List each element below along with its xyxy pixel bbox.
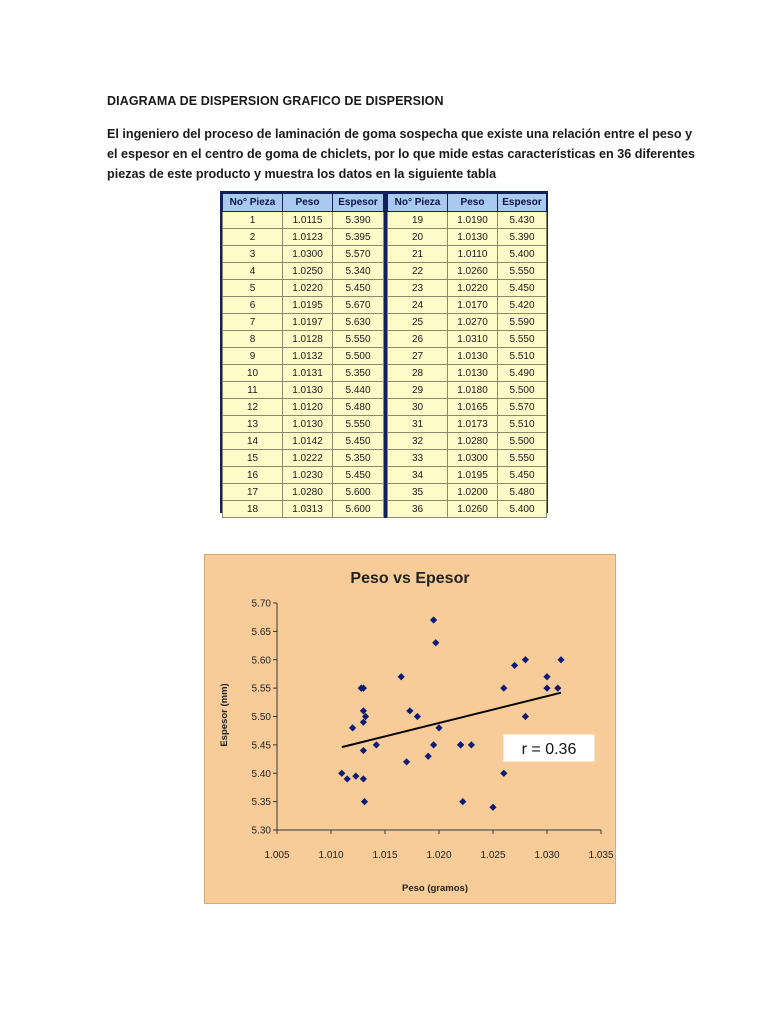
table-cell: 1.0280 [448, 433, 498, 450]
table-cell: 5.570 [333, 246, 384, 263]
table-cell: 5.480 [333, 399, 384, 416]
column-header: No° Pieza [388, 194, 448, 212]
table-row [223, 212, 547, 229]
table-cell: 24 [388, 297, 448, 314]
intro-line: piezas de este producto y muestra los datos en la siguiente tabla [107, 167, 497, 181]
table-cell: 5.510 [498, 416, 547, 433]
table-cell: 7 [223, 314, 283, 331]
x-tick-label: 1.020 [426, 850, 452, 861]
table-cell: 1.0270 [448, 314, 498, 331]
table-cell: 5.550 [498, 331, 547, 348]
table-row [223, 331, 547, 348]
data-point [500, 685, 507, 692]
data-point [543, 673, 550, 680]
table-cell: 1.0123 [283, 229, 333, 246]
table-cell: 1.0310 [448, 331, 498, 348]
table-row [223, 450, 547, 467]
data-point [432, 639, 439, 646]
table-cell: 1.0165 [448, 399, 498, 416]
table-cell: 27 [388, 348, 448, 365]
x-tick-label: 1.005 [264, 850, 290, 861]
table-cell: 5.390 [333, 212, 384, 229]
table-cell: 1.0130 [283, 382, 333, 399]
table-row [223, 467, 547, 484]
table-cell: 5.420 [498, 297, 547, 314]
table-cell: 5.390 [498, 229, 547, 246]
x-axis-label: Peso (gramos) [402, 883, 468, 894]
table-cell: 5.450 [333, 467, 384, 484]
table-cell: 5.590 [498, 314, 547, 331]
table-cell: 1.0260 [448, 263, 498, 280]
table-cell: 1.0230 [283, 467, 333, 484]
table-cell: 3 [223, 246, 283, 263]
data-point [352, 772, 359, 779]
table-cell: 1.0200 [448, 484, 498, 501]
table-cell: 36 [388, 501, 448, 518]
table-row [223, 246, 547, 263]
y-tick-label: 5.65 [251, 626, 271, 638]
table-cell: 30 [388, 399, 448, 416]
table-row [223, 501, 547, 518]
y-tick-label: 5.30 [251, 825, 271, 837]
data-point [522, 656, 529, 663]
table-cell: 1.0132 [283, 348, 333, 365]
table-cell: 1.0220 [283, 280, 333, 297]
table-cell: 5.395 [333, 229, 384, 246]
table-cell: 1.0180 [448, 382, 498, 399]
table-cell: 21 [388, 246, 448, 263]
column-header: Peso [448, 194, 498, 212]
table-cell: 26 [388, 331, 448, 348]
table-cell: 5.350 [333, 450, 384, 467]
table-cell: 5.440 [333, 382, 384, 399]
table-cell: 1.0130 [448, 229, 498, 246]
table-row [223, 314, 547, 331]
intro-line: el espesor en el centro de goma de chiclets, por lo que mide estas características en 36 diferentes [107, 147, 695, 161]
table-cell: 19 [388, 212, 448, 229]
table-cell: 5.550 [498, 263, 547, 280]
table-cell: 5.630 [333, 314, 384, 331]
table-row [223, 399, 547, 416]
data-point [338, 770, 345, 777]
document-heading: DIAGRAMA DE DISPERSION GRAFICO DE DISPERSION [107, 94, 444, 108]
table-cell: 18 [223, 501, 283, 518]
table-cell: 1.0195 [448, 467, 498, 484]
table-cell: 5.340 [333, 263, 384, 280]
table-cell: 1.0120 [283, 399, 333, 416]
table-cell: 5.450 [333, 280, 384, 297]
table-cell: 10 [223, 365, 283, 382]
table-cell: 1.0260 [448, 501, 498, 518]
table-cell: 1.0130 [283, 416, 333, 433]
table-row [223, 297, 547, 314]
table-cell: 1.0173 [448, 416, 498, 433]
table-cell: 31 [388, 416, 448, 433]
table-cell: 25 [388, 314, 448, 331]
y-tick-label: 5.35 [251, 797, 271, 809]
table-cell: 5.510 [498, 348, 547, 365]
table-cell: 14 [223, 433, 283, 450]
table-row [223, 348, 547, 365]
table-cell: 1.0190 [448, 212, 498, 229]
table-cell: 1.0313 [283, 501, 333, 518]
table-row [223, 484, 547, 501]
table-cell: 5.480 [498, 484, 547, 501]
table-cell: 5.550 [333, 416, 384, 433]
table-cell: 1.0197 [283, 314, 333, 331]
table-row [223, 382, 547, 399]
y-tick-label: 5.60 [251, 655, 271, 667]
x-tick-label: 1.015 [372, 850, 398, 861]
table-cell: 5.450 [498, 467, 547, 484]
data-point [406, 707, 413, 714]
table-cell: 5.600 [333, 501, 384, 518]
table-cell: 32 [388, 433, 448, 450]
x-tick-label: 1.010 [318, 850, 344, 861]
data-point [468, 741, 475, 748]
table-cell: 5.500 [498, 433, 547, 450]
table-cell: 5.600 [333, 484, 384, 501]
table-cell: 17 [223, 484, 283, 501]
table-cell: 1.0130 [448, 348, 498, 365]
table-cell: 1.0300 [283, 246, 333, 263]
table-cell: 5.450 [333, 433, 384, 450]
correlation-annotation: r = 0.36 [521, 741, 577, 758]
table-cell: 5.500 [333, 348, 384, 365]
y-tick-label: 5.40 [251, 768, 271, 780]
table-cell: 1.0220 [448, 280, 498, 297]
data-point [430, 616, 437, 623]
table-cell: 1.0110 [448, 246, 498, 263]
table-cell: 1.0131 [283, 365, 333, 382]
table-cell: 5.490 [498, 365, 547, 382]
table-cell: 13 [223, 416, 283, 433]
table-cell: 29 [388, 382, 448, 399]
table-cell: 28 [388, 365, 448, 382]
table-cell: 9 [223, 348, 283, 365]
data-point [344, 775, 351, 782]
column-header: Peso [283, 194, 333, 212]
data-point [500, 770, 507, 777]
column-header: Espesor [498, 194, 547, 212]
data-point [360, 747, 367, 754]
y-axis-label: Espesor (mm) [219, 683, 230, 747]
data-point [360, 775, 367, 782]
x-tick-label: 1.025 [480, 850, 506, 861]
y-tick-label: 5.50 [251, 712, 271, 723]
data-point [435, 724, 442, 731]
data-point [398, 673, 405, 680]
table-cell: 22 [388, 263, 448, 280]
table-cell: 35 [388, 484, 448, 501]
table-cell: 5.570 [498, 399, 547, 416]
table-cell: 1.0115 [283, 212, 333, 229]
y-tick-label: 5.70 [251, 598, 271, 610]
scatter-chart [204, 554, 616, 904]
data-point [414, 713, 421, 720]
data-point [425, 753, 432, 760]
data-point [543, 685, 550, 692]
table-cell: 5.550 [333, 331, 384, 348]
table-header-row [223, 194, 547, 212]
table-cell: 1.0170 [448, 297, 498, 314]
table-cell: 1.0280 [283, 484, 333, 501]
table-cell: 16 [223, 467, 283, 484]
column-header: No° Pieza [223, 194, 283, 212]
data-point [361, 798, 368, 805]
table-cell: 4 [223, 263, 283, 280]
table-cell: 8 [223, 331, 283, 348]
table-cell: 5.550 [498, 450, 547, 467]
table-cell: 23 [388, 280, 448, 297]
table-cell: 20 [388, 229, 448, 246]
data-point [522, 713, 529, 720]
data-point [373, 741, 380, 748]
table-cell: 1.0250 [283, 263, 333, 280]
x-tick-label: 1.030 [534, 850, 560, 861]
data-point [349, 724, 356, 731]
table-row [223, 263, 547, 280]
intro-paragraph [107, 124, 695, 184]
table-cell: 34 [388, 467, 448, 484]
table-cell: 5.350 [333, 365, 384, 382]
table-cell: 1.0128 [283, 331, 333, 348]
y-tick-label: 5.55 [251, 683, 271, 695]
data-table [220, 191, 548, 513]
data-point [557, 656, 564, 663]
table-cell: 5.430 [498, 212, 547, 229]
table-cell: 1.0300 [448, 450, 498, 467]
data-point [489, 804, 496, 811]
data-point [554, 685, 561, 692]
table-row [223, 416, 547, 433]
chart-canvas [205, 555, 617, 905]
table-cell: 5.400 [498, 246, 547, 263]
table-cell: 33 [388, 450, 448, 467]
column-header: Espesor [333, 194, 384, 212]
x-tick-label: 1.035 [588, 850, 614, 861]
data-point [403, 758, 410, 765]
table-cell: 5 [223, 280, 283, 297]
table-cell: 5.500 [498, 382, 547, 399]
data-point [459, 798, 466, 805]
data-point [430, 741, 437, 748]
table-cell: 2 [223, 229, 283, 246]
data-point [457, 741, 464, 748]
table-cell: 1.0195 [283, 297, 333, 314]
table-cell: 5.400 [498, 501, 547, 518]
table-cell: 1.0222 [283, 450, 333, 467]
table-cell: 6 [223, 297, 283, 314]
table-cell: 11 [223, 382, 283, 399]
chart-title: Peso vs Epesor [350, 570, 470, 587]
table-cell: 5.670 [333, 297, 384, 314]
table-row [223, 365, 547, 382]
data-point [511, 662, 518, 669]
table-cell: 1.0142 [283, 433, 333, 450]
table-cell: 1.0130 [448, 365, 498, 382]
intro-line: El ingeniero del proceso de laminación de goma sospecha que existe una relación entre el peso y [107, 127, 693, 141]
table-cell: 12 [223, 399, 283, 416]
table-cell: 5.450 [498, 280, 547, 297]
table-row [223, 433, 547, 450]
table-row [223, 229, 547, 246]
y-tick-label: 5.45 [251, 740, 271, 752]
table-cell: 15 [223, 450, 283, 467]
table-row [223, 280, 547, 297]
table-cell: 1 [223, 212, 283, 229]
